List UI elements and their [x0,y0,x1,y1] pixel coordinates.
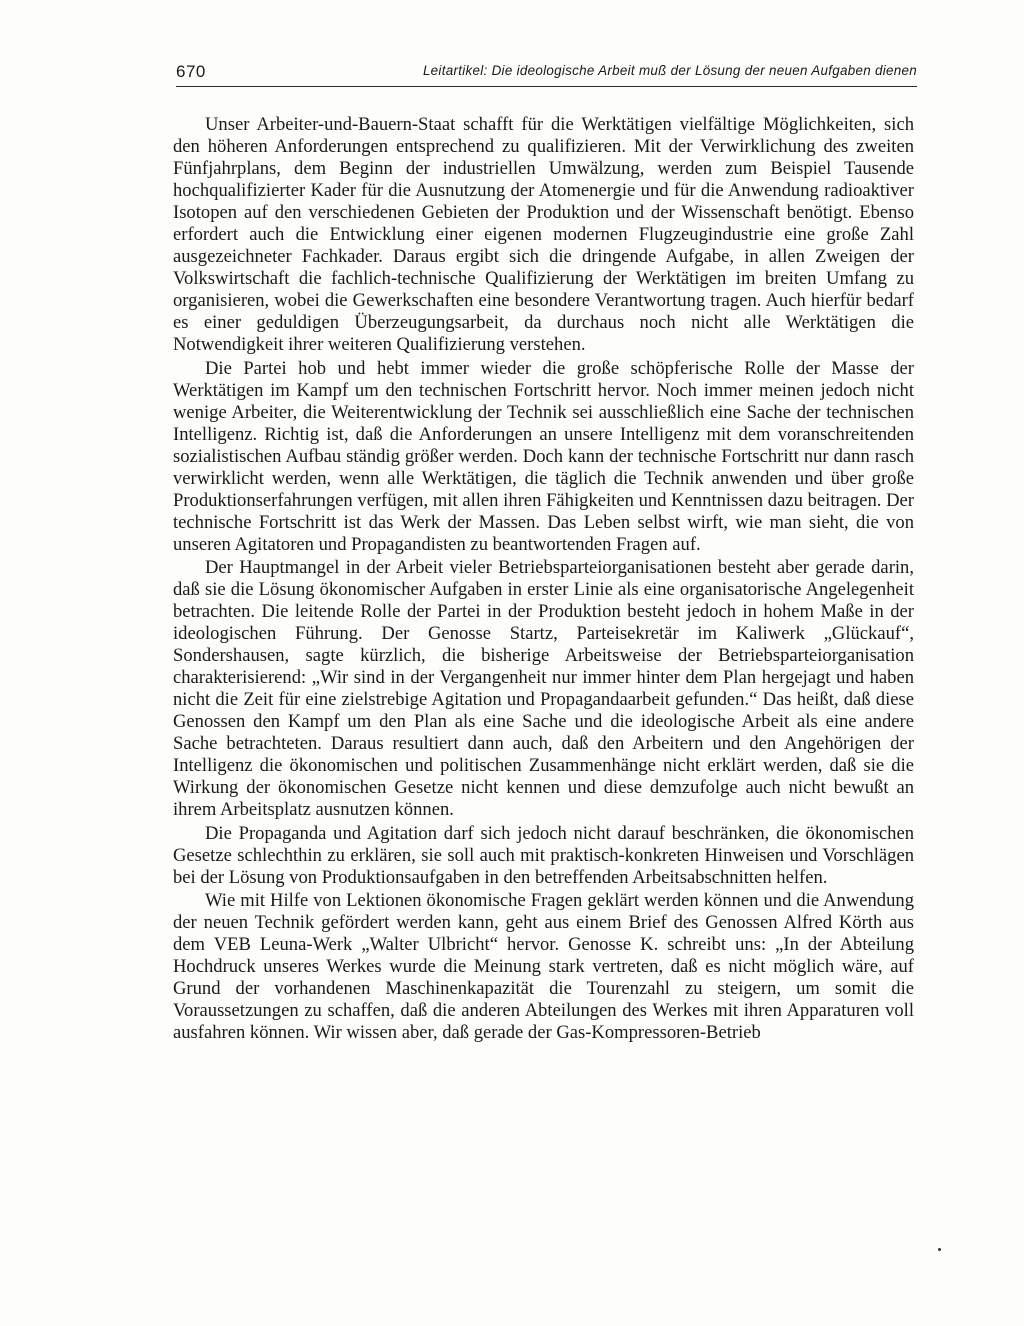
page-number: 670 [176,62,206,81]
paragraph-3: Der Hauptmangel in der Arbeit vieler Betriebsparteiorganisationen besteht aber gerade darin, daß sie die Lösung ökonomischer Aufgaben in erster Linie als eine organisatorische Angelegenheit betrachten. Die leitende Rolle der Partei in der Produktion besteht jedoch in hohem Maße in der ideologischen Führung. Der Genosse Startz, Parteisekretär im Kaliwerk „Glückauf“, Sondershausen, sagte kürzlich, die bisherige Arbeitsweise der Betriebsparteiorganisation charakterisierend: „Wir sind in der Vergangenheit nur immer hinter dem Plan hergejagt und haben nicht die Zeit für eine zielstrebige Agitation und Propagandaarbeit gefunden.“ Das heißt, daß diese Genossen den Kampf um den Plan als eine Sache und die ideologische Arbeit als eine andere Sache betrachteten. Daraus resultiert dann auch, daß den Arbeitern und den Angehörigen der Intelligenz die ökonomischen und politischen Zusammenhänge nicht erklärt werden, daß sie die Wirkung der ökonomischen Gesetze nicht kennen und diese demzufolge auch nicht bewußt an ihrem Arbeitsplatz ausnutzen können. [173,556,914,821]
page-header [176,62,917,84]
paragraph-1: Unser Arbeiter-und-Bauern-Staat schafft für die Werktätigen vielfältige Möglichkeiten, sich den höheren Anforderungen entsprechend zu qualifizieren. Mit der Verwirklichung des zweiten Fünfjahrplans, dem Beginn der industriellen Umwälzung, werden zum Beispiel Tausende hochqualifizierter Kader für die Ausnutzung der Atomenergie und für die Anwendung radioaktiver Isotopen auf den verschiedenen Gebieten der Produktion und der Wissenschaft benötigt. Ebenso erfordert auch die Entwicklung einer eigenen modernen Flugzeugindustrie eine große Zahl ausgezeichneter Fachkader. Daraus ergibt sich die dringende Aufgabe, in allen Zweigen der Volkswirtschaft die fachlich-technische Qualifizierung der Werktätigen im breiten Umfang zu organisieren, wobei die Gewerkschaften eine besondere Verantwortung tragen. Auch hierfür bedarf es einer geduldigen Überzeugungsarbeit, da durchaus noch nicht alle Werktätigen die Notwendigkeit ihrer weiteren Qualifizierung verstehen. [173,114,914,356]
paragraph-2: Die Partei hob und hebt immer wieder die große schöpferische Rolle der Masse der Werktätigen im Kampf um den technischen Fortschritt hervor. Noch immer meinen jedoch nicht wenige Arbeiter, die Weiterentwicklung der Technik sei ausschließlich eine Sache der technischen Intelligenz. Richtig ist, daß die Anforderungen an unsere Intelligenz mit dem voranschreitenden sozialistischen Aufbau ständig größer werden. Doch kann der technische Fortschritt nur dann rasch verwirklicht werden, wenn alle Werktätigen, die täglich die Technik anwenden und über große Produktionserfahrungen verfügen, mit allen ihren Fähigkeiten und Kenntnissen dazu beitragen. Der technische Fortschritt ist das Werk der Massen. Das Leben selbst wirft, wie man sieht, die von unseren Agitatoren und Propagandisten zu beantwortenden Fragen auf. [173,357,914,555]
paragraph-5: Wie mit Hilfe von Lektionen ökonomische Fragen geklärt werden können und die Anwendung der neuen Technik gefördert werden kann, geht aus einem Brief des Genossen Alfred Körth aus dem VEB Leuna-Werk „Walter Ulbricht“ hervor. Genosse K. schreibt uns: „In der Abteilung Hochdruck unseres Werkes wurde die Meinung stark vertreten, daß es nicht möglich wäre, auf Grund der vorhandenen Maschinenkapazität die Tourenzahl zu steigern, um somit die Voraussetzungen zu schaffen, daß die anderen Abteilungen des Werkes mit ihren Apparaturen voll ausfahren können. Wir wissen aber, daß gerade der Gas-Kompressoren-Betrieb [173,889,914,1043]
print-speck [938,1248,941,1251]
running-head: Leitartikel: Die ideologische Arbeit muß der Lösung der neuen Aufgaben dienen [422,63,917,78]
header-rule [176,86,917,87]
paragraph-4: Die Propaganda und Agitation darf sich jedoch nicht darauf beschränken, die ökonomischen Gesetze schlechthin zu erklären, sie soll auch mit praktisch-konkreten Hinweisen und Vorschlägen bei der Lösung von Produktionsaufgaben in den betreffenden Arbeitsabschnitten helfen. [173,822,914,888]
article-body [173,114,914,1045]
